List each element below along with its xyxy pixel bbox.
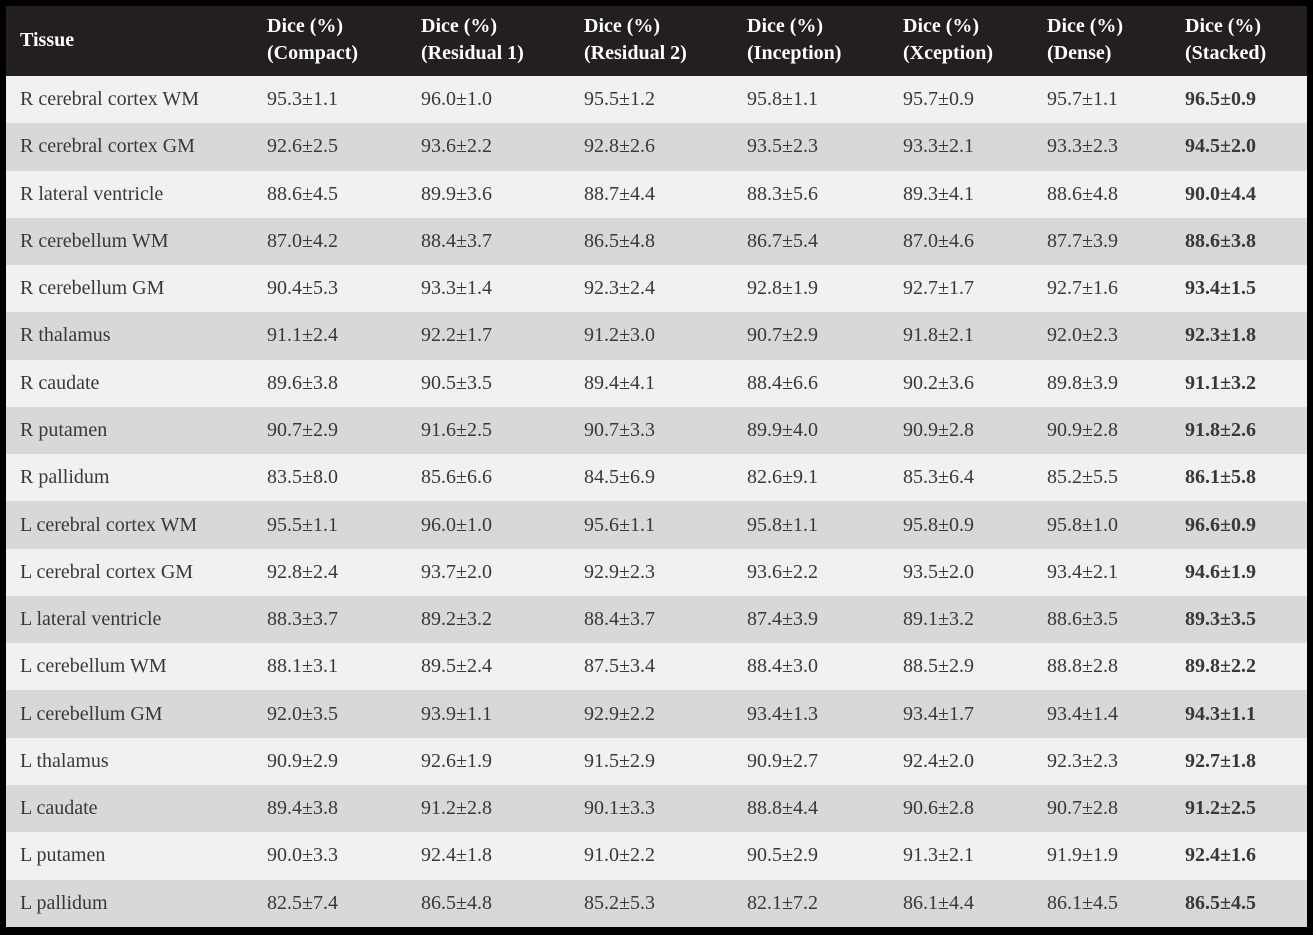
tissue-cell: L cerebral cortex WM — [20, 513, 198, 536]
dice-value-cell: 95.3±1.1 — [267, 88, 338, 111]
dice-value-cell: 92.3±2.4 — [584, 277, 655, 300]
table-row — [6, 454, 1307, 501]
dice-value-cell: 86.1±4.4 — [903, 891, 974, 914]
tissue-cell: R cerebral cortex GM — [20, 135, 195, 158]
dice-value-cell: 86.7±5.4 — [747, 229, 818, 252]
tissue-cell: R putamen — [20, 418, 108, 441]
dice-value-cell: 89.3±3.5 — [1185, 608, 1256, 631]
dice-value-cell: 89.6±3.8 — [267, 371, 338, 394]
table-row — [6, 76, 1307, 123]
dice-value-cell: 92.0±3.5 — [267, 702, 338, 725]
dice-value-cell: 90.5±2.9 — [747, 844, 818, 867]
table-row — [6, 123, 1307, 170]
column-header-xception — [889, 6, 1033, 76]
dice-value-cell: 88.3±3.7 — [267, 608, 338, 631]
dice-value-cell: 92.8±2.4 — [267, 560, 338, 583]
dice-value-cell: 83.5±8.0 — [267, 466, 338, 489]
dice-value-cell: 92.4±1.8 — [421, 844, 492, 867]
dice-value-cell: 92.4±2.0 — [903, 749, 974, 772]
dice-value-cell: 88.3±5.6 — [747, 182, 818, 205]
column-header-line2: (Residual 2) — [584, 42, 687, 64]
dice-value-cell: 90.6±2.8 — [903, 797, 974, 820]
dice-value-cell: 94.6±1.9 — [1185, 560, 1256, 583]
dice-value-cell: 93.6±2.2 — [421, 135, 492, 158]
dice-value-cell: 94.3±1.1 — [1185, 702, 1256, 725]
column-header-residual2 — [570, 6, 733, 76]
dice-value-cell: 91.6±2.5 — [421, 418, 492, 441]
column-header-line1: Dice (%) — [421, 15, 498, 37]
dice-value-cell: 92.2±1.7 — [421, 324, 492, 347]
dice-value-cell: 88.6±4.5 — [267, 182, 338, 205]
dice-value-cell: 90.5±3.5 — [421, 371, 492, 394]
dice-value-cell: 89.9±3.6 — [421, 182, 492, 205]
dice-value-cell: 96.5±0.9 — [1185, 88, 1256, 111]
dice-value-cell: 95.8±1.0 — [1047, 513, 1118, 536]
dice-value-cell: 96.0±1.0 — [421, 513, 492, 536]
dice-value-cell: 92.3±2.3 — [1047, 749, 1118, 772]
dice-value-cell: 92.7±1.6 — [1047, 277, 1118, 300]
column-header-line1: Dice (%) — [584, 15, 661, 37]
column-header-residual1 — [407, 6, 570, 76]
dice-value-cell: 89.4±4.1 — [584, 371, 655, 394]
column-header-line2: (Xception) — [903, 42, 993, 64]
column-header-stacked — [1171, 6, 1307, 76]
dice-value-cell: 90.7±2.9 — [267, 418, 338, 441]
dice-value-cell: 89.9±4.0 — [747, 418, 818, 441]
dice-value-cell: 82.1±7.2 — [747, 891, 818, 914]
tissue-cell: L cerebellum WM — [20, 655, 167, 678]
dice-value-cell: 92.8±1.9 — [747, 277, 818, 300]
dice-value-cell: 90.9±2.8 — [1047, 418, 1118, 441]
dice-value-cell: 86.1±4.5 — [1047, 891, 1118, 914]
dice-value-cell: 91.8±2.6 — [1185, 418, 1256, 441]
table-row — [6, 832, 1307, 879]
dice-value-cell: 87.7±3.9 — [1047, 229, 1118, 252]
dice-value-cell: 88.8±2.8 — [1047, 655, 1118, 678]
dice-value-cell: 88.4±3.7 — [584, 608, 655, 631]
table-row — [6, 880, 1307, 927]
tissue-cell: L pallidum — [20, 891, 108, 914]
dice-value-cell: 90.0±4.4 — [1185, 182, 1256, 205]
dice-value-cell: 85.2±5.5 — [1047, 466, 1118, 489]
dice-value-cell: 92.6±1.9 — [421, 749, 492, 772]
tissue-cell: R cerebellum GM — [20, 277, 165, 300]
dice-value-cell: 91.2±2.8 — [421, 797, 492, 820]
table-row — [6, 171, 1307, 218]
table-header — [6, 6, 1307, 76]
table-row — [6, 549, 1307, 596]
dice-value-cell: 89.2±3.2 — [421, 608, 492, 631]
dice-value-cell: 88.4±6.6 — [747, 371, 818, 394]
column-header-line1: Dice (%) — [1185, 15, 1262, 37]
dice-value-cell: 90.1±3.3 — [584, 797, 655, 820]
dice-value-cell: 89.1±3.2 — [903, 608, 974, 631]
dice-value-cell: 90.4±5.3 — [267, 277, 338, 300]
dice-value-cell: 89.5±2.4 — [421, 655, 492, 678]
dice-value-cell: 93.6±2.2 — [747, 560, 818, 583]
table-row — [6, 407, 1307, 454]
column-header-inception — [733, 6, 889, 76]
dice-value-cell: 95.8±1.1 — [747, 513, 818, 536]
dice-value-cell: 93.4±1.4 — [1047, 702, 1118, 725]
tissue-cell: L cerebral cortex GM — [20, 560, 194, 583]
dice-value-cell: 87.4±3.9 — [747, 608, 818, 631]
tissue-cell: R lateral ventricle — [20, 182, 164, 205]
table-body — [6, 76, 1307, 927]
table-row — [6, 643, 1307, 690]
column-header-line1: Dice (%) — [903, 15, 980, 37]
dice-value-cell: 91.2±3.0 — [584, 324, 655, 347]
dice-value-cell: 90.9±2.8 — [903, 418, 974, 441]
column-header-line1: Dice (%) — [267, 15, 344, 37]
dice-value-cell: 93.4±1.5 — [1185, 277, 1256, 300]
dice-value-cell: 95.5±1.2 — [584, 88, 655, 111]
dice-value-cell: 95.8±0.9 — [903, 513, 974, 536]
dice-value-cell: 90.2±3.6 — [903, 371, 974, 394]
column-header-line1: Tissue — [20, 28, 75, 51]
dice-value-cell: 90.9±2.7 — [747, 749, 818, 772]
dice-value-cell: 85.3±6.4 — [903, 466, 974, 489]
dice-value-cell: 92.9±2.3 — [584, 560, 655, 583]
dice-value-cell: 89.3±4.1 — [903, 182, 974, 205]
dice-value-cell: 92.7±1.7 — [903, 277, 974, 300]
dice-value-cell: 90.0±3.3 — [267, 844, 338, 867]
dice-value-cell: 86.5±4.8 — [421, 891, 492, 914]
dice-value-cell: 91.5±2.9 — [584, 749, 655, 772]
dice-value-cell: 87.0±4.2 — [267, 229, 338, 252]
table-row — [6, 501, 1307, 548]
table-row — [6, 265, 1307, 312]
dice-value-cell: 88.4±3.0 — [747, 655, 818, 678]
dice-value-cell: 93.5±2.0 — [903, 560, 974, 583]
column-header-line1: Dice (%) — [1047, 15, 1124, 37]
tissue-cell: R pallidum — [20, 466, 110, 489]
dice-value-cell: 86.5±4.5 — [1185, 891, 1256, 914]
dice-value-cell: 88.6±3.5 — [1047, 608, 1118, 631]
dice-value-cell: 93.4±1.3 — [747, 702, 818, 725]
dice-value-cell: 89.4±3.8 — [267, 797, 338, 820]
dice-value-cell: 93.4±2.1 — [1047, 560, 1118, 583]
dice-value-cell: 95.7±1.1 — [1047, 88, 1118, 111]
dice-value-cell: 88.6±3.8 — [1185, 229, 1256, 252]
dice-value-cell: 91.9±1.9 — [1047, 844, 1118, 867]
column-header-dense — [1033, 6, 1171, 76]
dice-value-cell: 82.6±9.1 — [747, 466, 818, 489]
dice-value-cell: 92.3±1.8 — [1185, 324, 1256, 347]
dice-value-cell: 91.1±2.4 — [267, 324, 338, 347]
dice-value-cell: 93.9±1.1 — [421, 702, 492, 725]
dice-value-cell: 89.8±2.2 — [1185, 655, 1256, 678]
dice-value-cell: 96.0±1.0 — [421, 88, 492, 111]
dice-value-cell: 95.8±1.1 — [747, 88, 818, 111]
dice-value-cell: 92.0±2.3 — [1047, 324, 1118, 347]
header-row — [6, 6, 1307, 76]
dice-value-cell: 85.6±6.6 — [421, 466, 492, 489]
dice-value-cell: 90.7±3.3 — [584, 418, 655, 441]
table-row — [6, 218, 1307, 265]
dice-value-cell: 90.9±2.9 — [267, 749, 338, 772]
dice-value-cell: 93.3±2.3 — [1047, 135, 1118, 158]
dice-value-cell: 87.0±4.6 — [903, 229, 974, 252]
tissue-cell: L cerebellum GM — [20, 702, 163, 725]
dice-value-cell: 94.5±2.0 — [1185, 135, 1256, 158]
dice-value-cell: 88.6±4.8 — [1047, 182, 1118, 205]
tissue-cell: L putamen — [20, 844, 106, 867]
dice-value-cell: 91.8±2.1 — [903, 324, 974, 347]
column-header-line2: (Residual 1) — [421, 42, 524, 64]
dice-value-cell: 85.2±5.3 — [584, 891, 655, 914]
dice-value-cell: 91.0±2.2 — [584, 844, 655, 867]
dice-value-cell: 88.1±3.1 — [267, 655, 338, 678]
dice-value-cell: 87.5±3.4 — [584, 655, 655, 678]
tissue-cell: L caudate — [20, 797, 98, 820]
dice-value-cell: 95.5±1.1 — [267, 513, 338, 536]
tissue-cell: L lateral ventricle — [20, 608, 162, 631]
tissue-cell: R caudate — [20, 371, 100, 394]
dice-value-cell: 88.7±4.4 — [584, 182, 655, 205]
dice-value-cell: 93.3±2.1 — [903, 135, 974, 158]
table-row — [6, 596, 1307, 643]
dice-value-cell: 92.7±1.8 — [1185, 749, 1256, 772]
dice-value-cell: 88.5±2.9 — [903, 655, 974, 678]
dice-value-cell: 91.2±2.5 — [1185, 797, 1256, 820]
dice-value-cell: 88.4±3.7 — [421, 229, 492, 252]
column-header-line2: (Compact) — [267, 42, 359, 64]
table-row — [6, 785, 1307, 832]
dice-value-cell: 86.1±5.8 — [1185, 466, 1256, 489]
dice-value-cell: 96.6±0.9 — [1185, 513, 1256, 536]
tissue-cell: R cerebral cortex WM — [20, 88, 199, 111]
column-header-compact — [253, 6, 407, 76]
dice-value-cell: 93.5±2.3 — [747, 135, 818, 158]
tissue-cell: L thalamus — [20, 749, 109, 772]
dice-value-cell: 91.1±3.2 — [1185, 371, 1256, 394]
dice-value-cell: 92.4±1.6 — [1185, 844, 1256, 867]
dice-value-cell: 93.7±2.0 — [421, 560, 492, 583]
column-header-line1: Dice (%) — [747, 15, 824, 37]
dice-value-cell: 86.5±4.8 — [584, 229, 655, 252]
tissue-cell: R cerebellum WM — [20, 229, 169, 252]
dice-value-cell: 93.4±1.7 — [903, 702, 974, 725]
tissue-cell: R thalamus — [20, 324, 111, 347]
column-header-line2: (Inception) — [747, 42, 842, 64]
dice-value-cell: 95.7±0.9 — [903, 88, 974, 111]
dice-value-cell: 88.8±4.4 — [747, 797, 818, 820]
dice-value-cell: 82.5±7.4 — [267, 891, 338, 914]
column-header-line2: (Dense) — [1047, 42, 1112, 64]
dice-value-cell: 90.7±2.9 — [747, 324, 818, 347]
dice-value-cell: 91.3±2.1 — [903, 844, 974, 867]
dice-value-cell: 92.8±2.6 — [584, 135, 655, 158]
dice-value-cell: 84.5±6.9 — [584, 466, 655, 489]
dice-results-table — [6, 6, 1307, 927]
column-header-tissue — [6, 6, 253, 76]
dice-value-cell: 93.3±1.4 — [421, 277, 492, 300]
dice-value-cell: 90.7±2.8 — [1047, 797, 1118, 820]
dice-value-cell: 89.8±3.9 — [1047, 371, 1118, 394]
dice-value-cell: 92.6±2.5 — [267, 135, 338, 158]
table-row — [6, 312, 1307, 359]
dice-value-cell: 92.9±2.2 — [584, 702, 655, 725]
table-row — [6, 690, 1307, 737]
table-row — [6, 360, 1307, 407]
table-row — [6, 738, 1307, 785]
column-header-line2: (Stacked) — [1185, 42, 1267, 64]
dice-value-cell: 95.6±1.1 — [584, 513, 655, 536]
